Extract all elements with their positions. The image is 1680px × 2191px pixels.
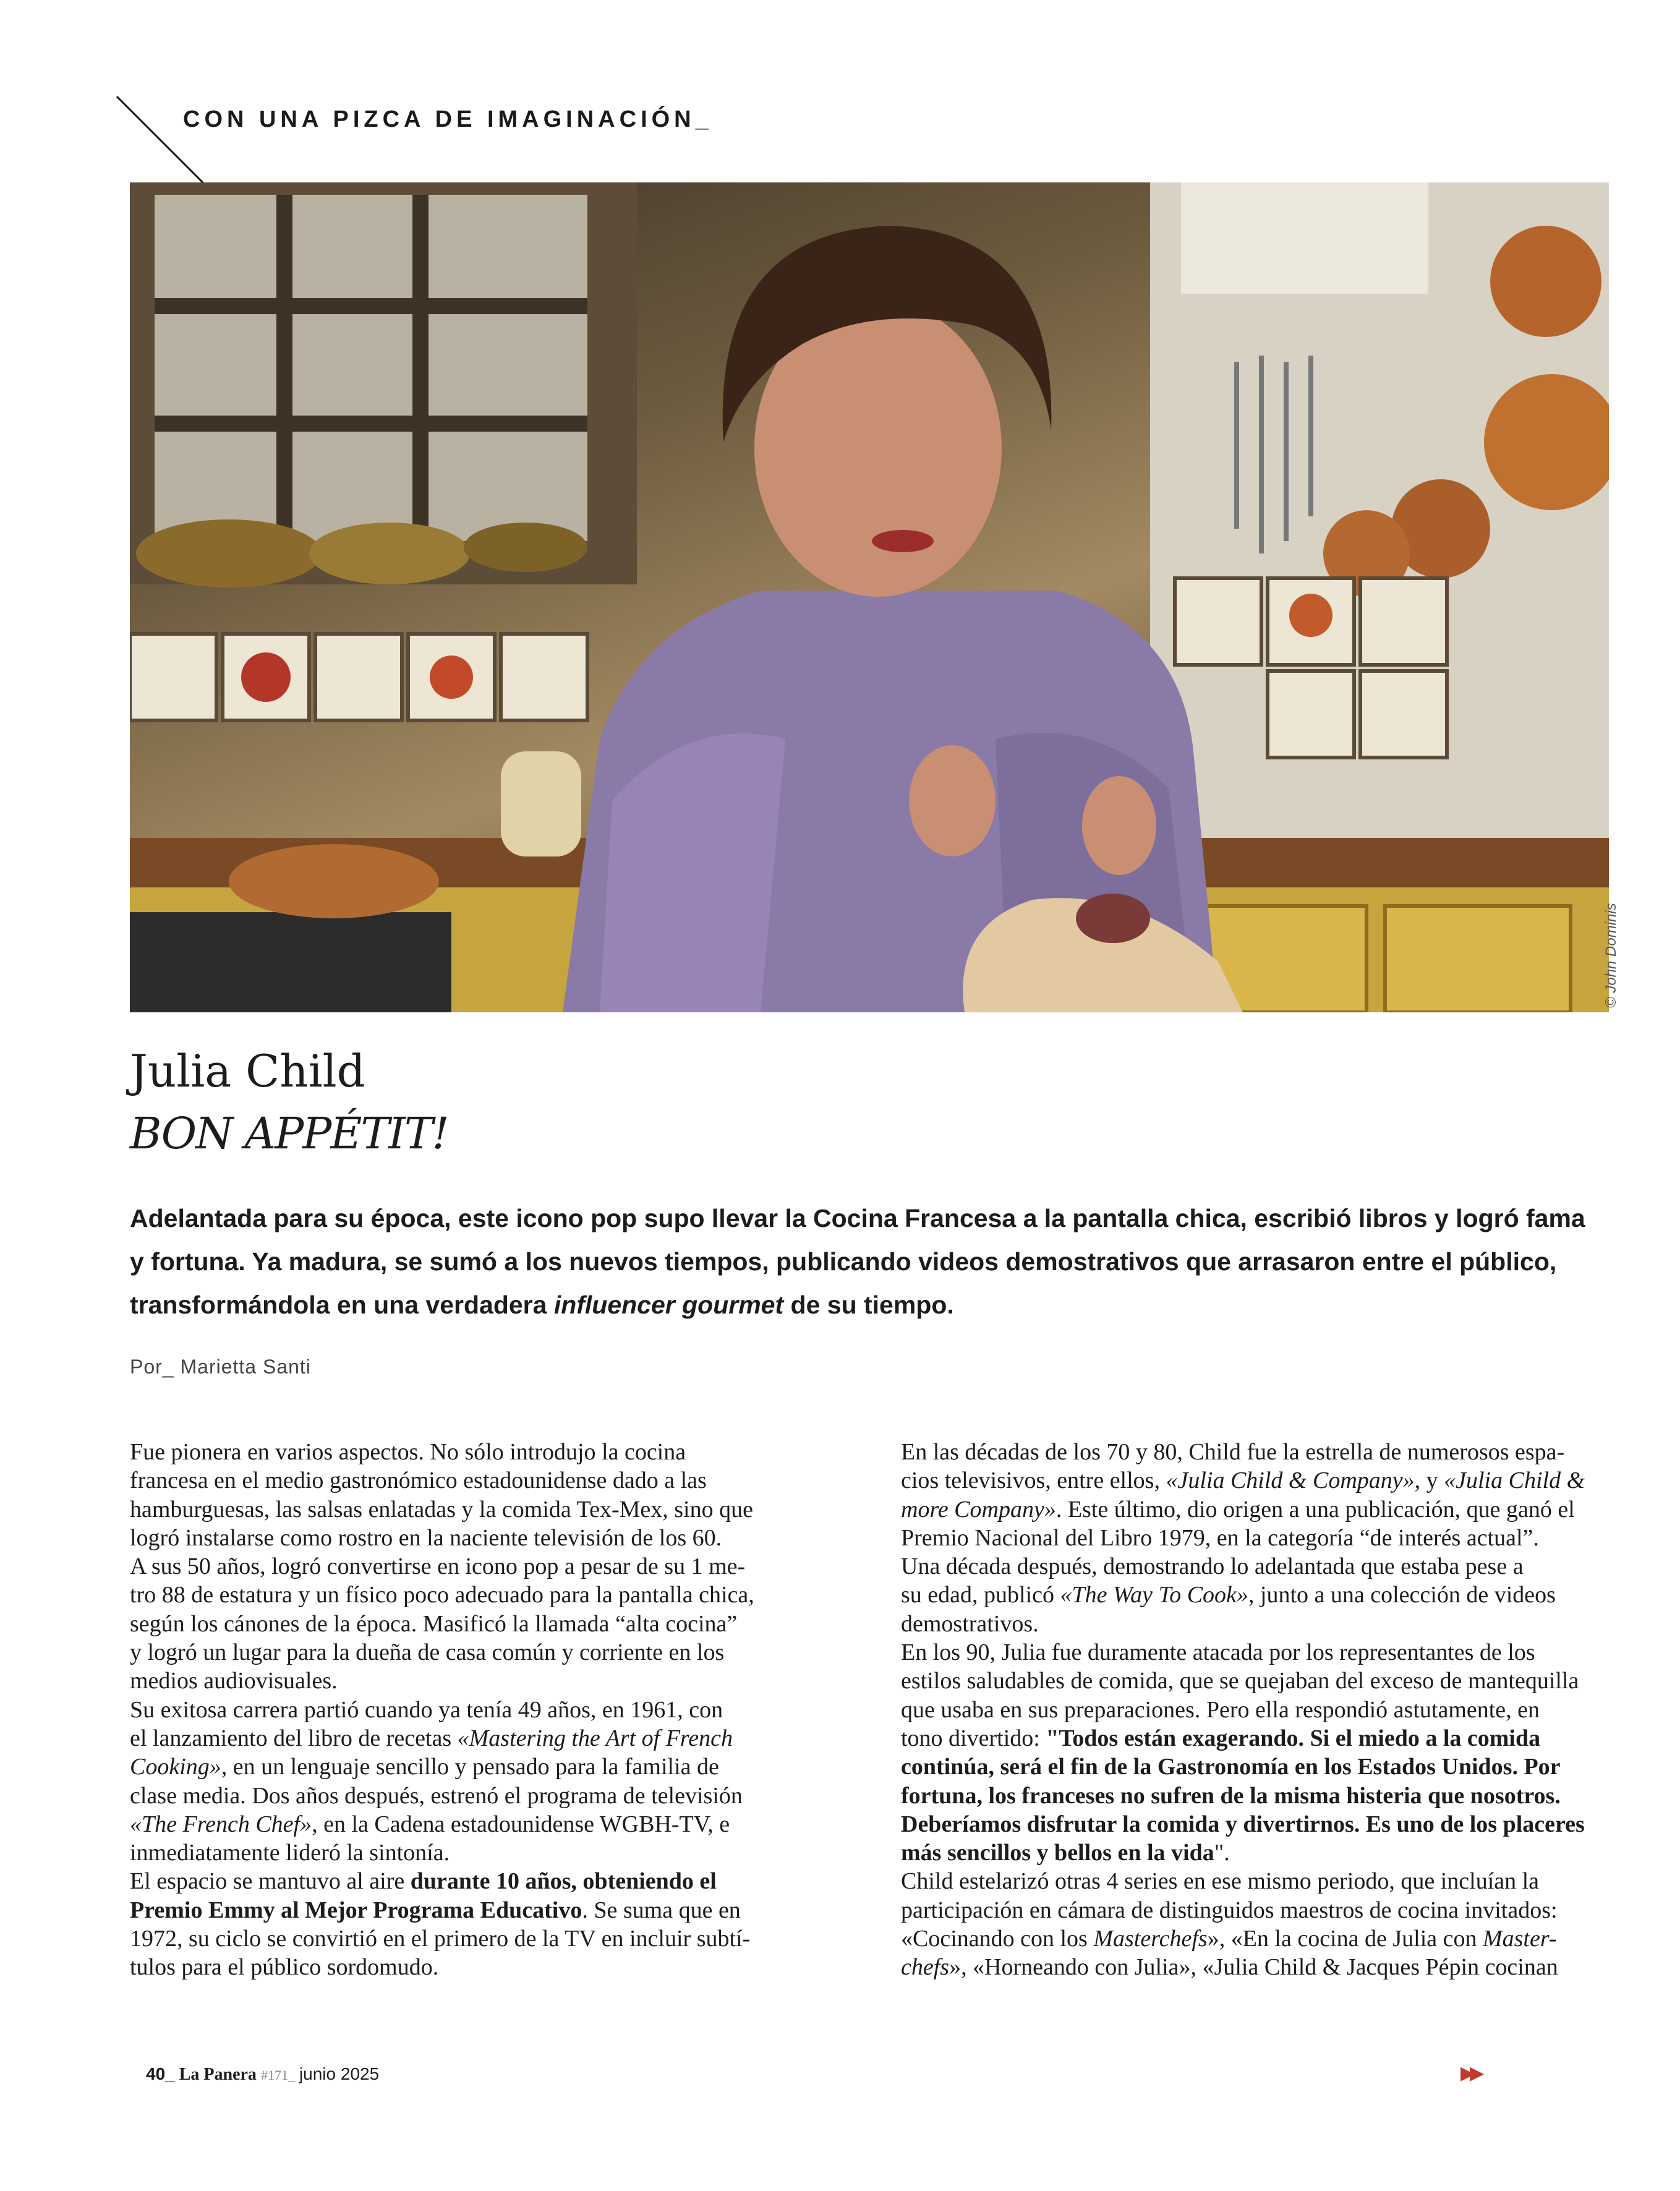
quote-bold: continúa, será el fin de la Gastronomía en los Estados Unidos. Por	[901, 1754, 1561, 1780]
lead-line: Adelantada para su época, este icono pop supo llevar la Cocina Francesa a la pantalla chica, escribió libros y logró fama	[130, 1204, 1585, 1232]
quote-bold: "Todos están exagerando. Si el miedo a la comida	[1046, 1725, 1541, 1751]
article-lead	[130, 1197, 1585, 1326]
body-text: , junto a una colección de videos	[1248, 1582, 1556, 1608]
body-line: tro 88 de estatura y un físico poco adecuado para la pantalla chica,	[130, 1582, 754, 1608]
body-line	[901, 1953, 1606, 1981]
body-line: y logró un lugar para la dueña de casa común y corriente en los	[130, 1639, 725, 1666]
show-title: «Julia Child & Company»	[1166, 1467, 1415, 1494]
body-line	[901, 1782, 1606, 1810]
article-subtitle: BON APPÉTIT!	[130, 1108, 448, 1159]
book-title: Cooking»	[130, 1754, 221, 1780]
body-line: estilos saludables de comida, que se quejaban del exceso de mantequilla	[901, 1668, 1579, 1694]
article-title: Julia Child	[130, 1045, 365, 1097]
body-line: tulos para el público sordomudo.	[130, 1954, 439, 1981]
body-text: su edad, publicó	[901, 1582, 1060, 1608]
kitchen-photo-illustration	[130, 182, 1609, 1012]
lead-text: de su tiempo.	[783, 1291, 954, 1319]
body-text: El espacio se mantuvo al aire	[130, 1868, 411, 1895]
body-bold: durante 10 años, obteniendo el	[410, 1868, 717, 1895]
body-line: hamburguesas, las salsas enlatadas y la comida Tex-Mex, sino que	[130, 1496, 753, 1523]
magazine-name: La Panera	[179, 2065, 257, 2084]
book-title: «The Way To Cook»	[1060, 1582, 1248, 1608]
quote-bold: Deberíamos disfrutar la comida y divertirnos. Es uno de los placeres	[901, 1811, 1585, 1837]
body-line: logró instalarse como rostro en la naciente televisión de los 60.	[130, 1524, 722, 1551]
photo-credit: © John Dominis	[1603, 903, 1619, 1008]
body-line: inmediatamente lideró la sintonía.	[130, 1840, 450, 1866]
body-text: el lanzamiento del libro de recetas	[130, 1725, 458, 1751]
body-line	[901, 1839, 1606, 1867]
section-label: CON UNA PIZCA DE IMAGINACIÓN_	[183, 106, 713, 132]
body-text: , y	[1414, 1467, 1444, 1494]
body-text: . Este último, dio origen a una publicación, que ganó el	[1055, 1496, 1575, 1523]
body-text: , en un lenguaje sencillo y pensado para la familia de	[221, 1754, 719, 1780]
body-line: 1972, su ciclo se convirtió en el primero de la TV en incluir subtí-	[130, 1926, 751, 1952]
body-line: francesa en el medio gastronómico estadounidense dado a las	[130, 1467, 707, 1494]
byline: Por_ Marietta Santi	[130, 1356, 311, 1378]
body-line	[901, 1495, 1606, 1524]
quote-bold: más sencillos y bellos en la vida	[901, 1840, 1214, 1866]
show-title: more Company»	[901, 1496, 1056, 1523]
body-text: «Cocinando con los	[901, 1926, 1094, 1952]
show-title: Master-	[1482, 1926, 1557, 1952]
lead-emphasis: influencer gourmet	[553, 1291, 784, 1319]
body-line: participación en cámara de distinguidos maestros de cocina invitados:	[901, 1897, 1558, 1923]
body-text: . Se suma que en	[582, 1897, 741, 1923]
body-line: En los 90, Julia fue duramente atacada por los representantes de los	[901, 1639, 1535, 1666]
lead-line	[130, 1283, 1552, 1326]
body-line	[130, 1810, 816, 1839]
body-text: », «Horneando con Julia», «Julia Child & Jacques Pépin cocinan	[949, 1954, 1558, 1981]
body-line: A sus 50 años, logró convertirse en icono pop a pesar de su 1 me-	[130, 1553, 746, 1580]
body-text: ".	[1214, 1840, 1230, 1866]
show-title: Masterchefs	[1093, 1926, 1208, 1952]
issue-number: #171_	[260, 2067, 295, 2083]
lead-line: y fortuna. Ya madura, se sumó a los nuevos tiempos, publicando videos demostrativos que arrasaron entre el público,	[130, 1247, 1557, 1276]
body-line: clase media. Dos años después, estrenó el programa de televisión	[130, 1782, 743, 1809]
body-line: Una década después, demostrando lo adelantada que estaba pese a	[901, 1553, 1524, 1580]
page-number: 40_	[146, 2064, 175, 2083]
body-line: según los cánones de la época. Masificó la llamada “alta cocina”	[130, 1610, 738, 1637]
body-line	[901, 1466, 1606, 1495]
body-line	[901, 1924, 1606, 1953]
body-text: cios televisivos, entre ellos,	[901, 1467, 1166, 1494]
issue-date: junio 2025	[299, 2064, 380, 2083]
body-line: Fue pionera en varios aspectos. No sólo introdujo la cocina	[130, 1439, 686, 1465]
body-text: tono divertido:	[901, 1725, 1046, 1751]
body-line: demostrativos.	[901, 1610, 1039, 1637]
body-line	[130, 1867, 816, 1895]
double-arrow-right-icon[interactable]: ▶▶	[1460, 2062, 1480, 2084]
body-line	[901, 1753, 1606, 1781]
quote-bold: fortuna, los franceses no sufren de la misma histeria que nosotros.	[901, 1782, 1561, 1809]
body-line	[901, 1581, 1606, 1609]
body-column-right	[901, 1438, 1606, 1982]
page-footer	[146, 2064, 379, 2085]
body-line: Su exitosa carrera partió cuando ya tenía 49 años, en 1961, con	[130, 1696, 723, 1723]
body-line: Premio Nacional del Libro 1979, en la categoría “de interés actual”.	[901, 1524, 1539, 1551]
body-line	[901, 1724, 1606, 1753]
body-bold: Premio Emmy al Mejor Programa Educativo	[130, 1897, 582, 1923]
book-title: «Mastering the Art of French	[457, 1725, 733, 1751]
body-line: En las décadas de los 70 y 80, Child fue la estrella de numerosos espa-	[901, 1439, 1565, 1465]
body-line	[901, 1810, 1606, 1839]
body-line: que usaba en sus preparaciones. Pero ella respondió astutamente, en	[901, 1696, 1540, 1723]
body-text: , en la Cadena estadounidense WGBH-TV, e	[312, 1811, 730, 1837]
body-line	[130, 1753, 816, 1781]
body-column-left	[130, 1438, 816, 1982]
julia-child-kitchen-photo	[130, 182, 1609, 1012]
body-line: medios audiovisuales.	[130, 1668, 338, 1694]
show-title: «The French Chef»	[130, 1811, 312, 1837]
body-line: Child estelarizó otras 4 series en ese mismo periodo, que incluían la	[901, 1868, 1540, 1895]
body-text: », «En la cocina de Julia con	[1207, 1926, 1483, 1952]
show-title: chefs	[901, 1954, 950, 1981]
body-line	[130, 1896, 816, 1924]
show-title: «Julia Child &	[1444, 1467, 1585, 1494]
body-line	[130, 1724, 816, 1753]
lead-text: transformándola en una verdadera	[130, 1291, 554, 1319]
